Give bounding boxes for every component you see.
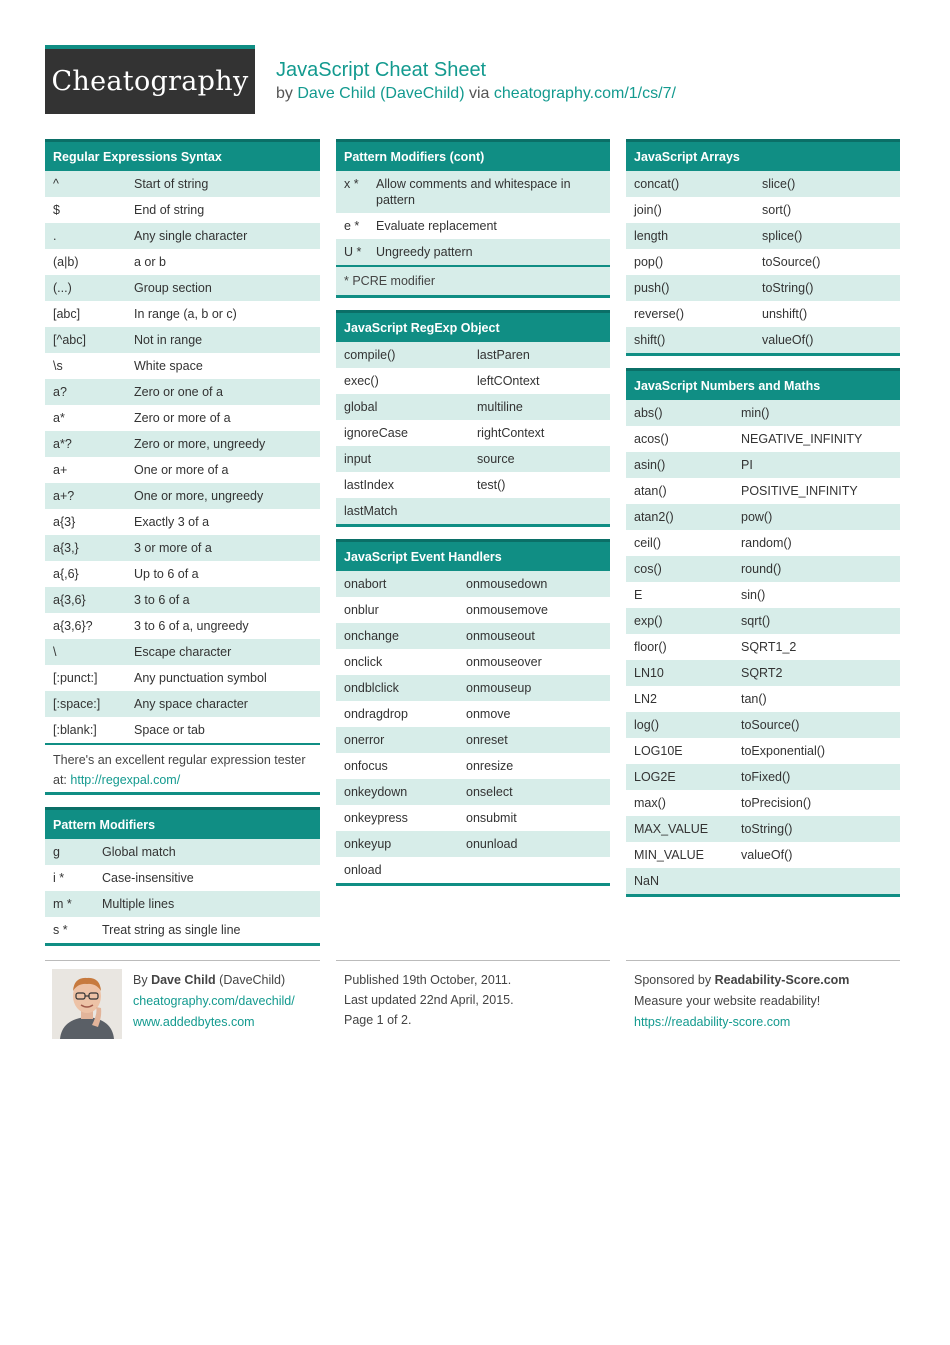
table-row	[45, 405, 320, 431]
table-row	[45, 431, 320, 457]
row-value: onmousemove	[466, 603, 548, 617]
page-title[interactable]: JavaScript Cheat Sheet	[276, 59, 487, 81]
row-key: (...)	[53, 281, 72, 295]
row-key: concat()	[634, 177, 680, 191]
row-value: onmouseover	[466, 655, 542, 669]
row-key: onkeypress	[344, 811, 408, 825]
table-row	[45, 223, 320, 249]
sponsor-text: Measure your website readability!	[634, 994, 821, 1008]
cheatography-logo[interactable]	[45, 45, 255, 114]
table-row	[626, 582, 900, 608]
row-value: End of string	[134, 203, 205, 217]
table-row	[336, 649, 610, 675]
row-value: One or more, ungreedy	[134, 489, 264, 503]
section-title: JavaScript Numbers and Maths	[626, 368, 900, 400]
table-row	[45, 509, 320, 535]
table-row	[626, 556, 900, 582]
row-value: toExponential()	[741, 744, 826, 758]
updated-date: Last updated 22nd April, 2015.	[344, 993, 514, 1007]
published-date: Published 19th October, 2011.	[344, 973, 512, 987]
row-key: a{3,}	[53, 541, 79, 555]
table-row	[626, 686, 900, 712]
row-value: sort()	[762, 203, 792, 217]
table-row	[626, 868, 900, 894]
row-key: onclick	[344, 655, 383, 669]
section-regexp-object	[336, 310, 610, 527]
row-value: onselect	[466, 785, 513, 799]
arrays-rows	[626, 171, 900, 353]
table-row	[45, 717, 320, 743]
table-row	[45, 249, 320, 275]
table-row	[336, 597, 610, 623]
page-subtitle: by Dave Child (DaveChild) via cheatography.com/1/cs/7/	[276, 85, 676, 102]
row-value: onsubmit	[466, 811, 517, 825]
table-row	[45, 171, 320, 197]
row-key: onload	[344, 863, 382, 877]
table-row	[45, 891, 320, 917]
row-value: unshift()	[762, 307, 808, 321]
footer-author: By Dave Child (DaveChild) cheatography.com/davechild/ www.addedbytes.com	[133, 970, 295, 1033]
row-key: [:punct:]	[53, 671, 98, 685]
table-row	[626, 478, 900, 504]
table-row	[626, 634, 900, 660]
row-value: Ungreedy pattern	[376, 245, 473, 259]
row-value: Treat string as single line	[102, 923, 241, 937]
regexpal-link[interactable]: http://regexpal.com/	[70, 773, 181, 787]
row-key: push()	[634, 281, 670, 295]
row-value: multiline	[477, 400, 523, 414]
table-row	[626, 327, 900, 353]
row-key: MAX_VALUE	[634, 822, 709, 836]
table-row	[336, 831, 610, 857]
row-value: 3 to 6 of a, ungreedy	[134, 619, 249, 633]
row-key: MIN_VALUE	[634, 848, 704, 862]
row-value: Escape character	[134, 645, 232, 659]
row-value: Any single character	[134, 229, 248, 243]
section-title: JavaScript Event Handlers	[336, 539, 610, 571]
regex-rows	[45, 171, 320, 743]
footer-publish-info	[344, 970, 514, 1030]
row-key: a{3,6}	[53, 593, 86, 607]
table-row	[336, 857, 610, 883]
section-title: JavaScript RegExp Object	[336, 310, 610, 342]
footer-divider	[626, 960, 900, 961]
row-key: length	[634, 229, 669, 243]
table-row	[626, 301, 900, 327]
row-key: ignoreCase	[344, 426, 408, 440]
table-row	[336, 239, 610, 265]
row-key: onabort	[344, 577, 387, 591]
row-value: a or b	[134, 255, 166, 269]
row-value: source	[477, 452, 515, 466]
row-value: valueOf()	[762, 333, 814, 347]
row-key: a{,6}	[53, 567, 79, 581]
row-key: compile()	[344, 348, 396, 362]
row-key: exec()	[344, 374, 379, 388]
column-1	[45, 139, 320, 958]
table-row	[45, 353, 320, 379]
event-rows	[336, 571, 610, 883]
row-value: In range (a, b or c)	[134, 307, 237, 321]
row-value: splice()	[762, 229, 803, 243]
table-row	[336, 779, 610, 805]
row-key: a+?	[53, 489, 75, 503]
table-row	[626, 452, 900, 478]
row-value: onreset	[466, 733, 508, 747]
table-row	[45, 379, 320, 405]
author-avatar	[52, 969, 122, 1039]
row-key: abs()	[634, 406, 663, 420]
table-row	[336, 675, 610, 701]
table-row	[626, 816, 900, 842]
table-row	[45, 301, 320, 327]
row-key: U *	[344, 245, 362, 259]
row-key: onkeydown	[344, 785, 408, 799]
row-key: a*?	[53, 437, 72, 451]
table-row	[45, 327, 320, 353]
row-value: onmousedown	[466, 577, 548, 591]
row-key: $	[53, 203, 60, 217]
row-key: floor()	[634, 640, 667, 654]
author-name: Dave Child	[151, 973, 216, 987]
table-row	[336, 571, 610, 597]
table-row	[626, 608, 900, 634]
section-regex-syntax	[45, 139, 320, 795]
row-key: asin()	[634, 458, 666, 472]
row-key: \	[53, 645, 57, 659]
row-key: [:blank:]	[53, 723, 97, 737]
row-key: lastMatch	[344, 504, 398, 518]
row-key: atan()	[634, 484, 667, 498]
row-key: ondblclick	[344, 681, 399, 695]
row-value: Exactly 3 of a	[134, 515, 210, 529]
row-value: 3 or more of a	[134, 541, 212, 555]
row-key: ^	[53, 177, 59, 191]
row-value: POSITIVE_INFINITY	[741, 484, 858, 498]
row-value: random()	[741, 536, 792, 550]
row-value: Zero or one of a	[134, 385, 223, 399]
row-key: m *	[53, 897, 72, 911]
table-row	[626, 660, 900, 686]
row-value: Any space character	[134, 697, 248, 711]
row-value: Up to 6 of a	[134, 567, 199, 581]
section-pattern-modifiers	[45, 807, 320, 946]
row-key: cos()	[634, 562, 662, 576]
row-value: Zero or more, ungreedy	[134, 437, 266, 451]
table-row	[626, 738, 900, 764]
table-row	[336, 753, 610, 779]
table-row	[336, 394, 610, 420]
row-value: SQRT1_2	[741, 640, 797, 654]
table-row	[626, 249, 900, 275]
row-key: log()	[634, 718, 660, 732]
row-value: Any punctuation symbol	[134, 671, 267, 685]
row-key: LN2	[634, 692, 657, 706]
table-row	[45, 587, 320, 613]
row-value: onresize	[466, 759, 514, 773]
footer-divider	[336, 960, 610, 961]
table-row	[45, 197, 320, 223]
row-value: onmouseup	[466, 681, 532, 695]
row-key: a{3}	[53, 515, 76, 529]
row-key: a?	[53, 385, 67, 399]
row-value: White space	[134, 359, 203, 373]
row-value: toPrecision()	[741, 796, 812, 810]
author-photo-icon	[52, 969, 122, 1039]
row-value: Space or tab	[134, 723, 205, 737]
row-key: exp()	[634, 614, 663, 628]
author-profile-link[interactable]: cheatography.com/davechild/	[133, 994, 295, 1008]
row-value: Start of string	[134, 177, 209, 191]
row-key: shift()	[634, 333, 666, 347]
section-numbers-maths	[626, 368, 900, 897]
section-arrays	[626, 139, 900, 356]
table-row	[626, 275, 900, 301]
section-title: Regular Expressions Syntax	[45, 139, 320, 171]
table-row	[626, 712, 900, 738]
row-value: valueOf()	[741, 848, 793, 862]
footer-sponsor: Sponsored by Readability-Score.com Measure your website readability! https://readability-score.com	[634, 970, 849, 1033]
row-value: sin()	[741, 588, 766, 602]
row-value: onmouseout	[466, 629, 535, 643]
row-value: Evaluate replacement	[376, 219, 497, 233]
row-value: round()	[741, 562, 782, 576]
table-row	[626, 197, 900, 223]
row-key: a{3,6}?	[53, 619, 93, 633]
section-event-handlers	[336, 539, 610, 886]
row-key: .	[53, 229, 57, 243]
table-row	[336, 727, 610, 753]
row-key: a+	[53, 463, 68, 477]
column-2	[336, 139, 610, 898]
row-value	[466, 862, 602, 878]
table-row	[45, 275, 320, 301]
row-key: s *	[53, 923, 68, 937]
row-key: g	[53, 845, 60, 859]
row-value: tan()	[741, 692, 767, 706]
section-title: JavaScript Arrays	[626, 139, 900, 171]
table-row	[336, 420, 610, 446]
row-value: toString()	[762, 281, 814, 295]
section-title: Pattern Modifiers	[45, 807, 320, 839]
table-row	[626, 426, 900, 452]
row-key: LN10	[634, 666, 664, 680]
table-row	[626, 530, 900, 556]
row-key: onchange	[344, 629, 399, 643]
row-value	[741, 873, 892, 889]
row-key: global	[344, 400, 378, 414]
table-row	[336, 498, 610, 524]
table-row	[45, 865, 320, 891]
row-value: toFixed()	[741, 770, 791, 784]
table-row	[626, 400, 900, 426]
row-key: onblur	[344, 603, 379, 617]
table-row	[336, 472, 610, 498]
row-value: SQRT2	[741, 666, 783, 680]
table-row	[45, 457, 320, 483]
row-key: i *	[53, 871, 65, 885]
row-key: onfocus	[344, 759, 388, 773]
table-row	[626, 764, 900, 790]
row-value: Zero or more of a	[134, 411, 231, 425]
row-key: onkeyup	[344, 837, 392, 851]
footer-divider	[45, 960, 320, 961]
table-row	[336, 342, 610, 368]
table-row	[45, 561, 320, 587]
table-row	[45, 665, 320, 691]
row-key: ondragdrop	[344, 707, 408, 721]
row-key: [^abc]	[53, 333, 86, 347]
row-value: toString()	[741, 822, 793, 836]
row-value: leftCOntext	[477, 374, 540, 388]
row-key: ceil()	[634, 536, 662, 550]
row-value: 3 to 6 of a	[134, 593, 190, 607]
row-key: a*	[53, 411, 65, 425]
row-key: LOG10E	[634, 744, 683, 758]
row-value: Multiple lines	[102, 897, 175, 911]
row-value: Global match	[102, 845, 176, 859]
row-key: [:space:]	[53, 697, 101, 711]
row-key: join()	[634, 203, 662, 217]
author-site-link[interactable]: www.addedbytes.com	[133, 1015, 255, 1029]
table-row	[626, 223, 900, 249]
row-value: toSource()	[741, 718, 800, 732]
table-row	[336, 213, 610, 239]
author-link[interactable]: Dave Child (DaveChild)	[297, 85, 465, 102]
row-value: toSource()	[762, 255, 821, 269]
row-key: [abc]	[53, 307, 81, 321]
section-title: Pattern Modifiers (cont)	[336, 139, 610, 171]
row-key: NaN	[634, 874, 660, 888]
row-key: acos()	[634, 432, 669, 446]
table-row	[336, 171, 610, 213]
row-key: reverse()	[634, 307, 685, 321]
column-3	[626, 139, 900, 909]
table-row	[45, 839, 320, 865]
regex-note: There's an excellent regular expression tester at: http://regexpal.com/	[45, 743, 320, 792]
row-value: One or more of a	[134, 463, 229, 477]
row-value: min()	[741, 406, 770, 420]
row-value: Group section	[134, 281, 212, 295]
table-row	[336, 701, 610, 727]
row-value: pow()	[741, 510, 773, 524]
page-number: Page 1 of 2.	[344, 1013, 412, 1027]
logo-text: Cheatography	[51, 66, 249, 97]
sponsor-name: Readability-Score.com	[714, 973, 850, 987]
table-row	[626, 790, 900, 816]
row-key: input	[344, 452, 372, 466]
row-value: Allow comments and whitespace in pattern	[376, 177, 571, 207]
table-row	[45, 483, 320, 509]
row-key: lastIndex	[344, 478, 395, 492]
row-value: sqrt()	[741, 614, 771, 628]
table-row	[45, 917, 320, 943]
row-key: (a|b)	[53, 255, 79, 269]
row-value: slice()	[762, 177, 796, 191]
table-row	[45, 639, 320, 665]
sheet-url-link[interactable]: cheatography.com/1/cs/7/	[493, 85, 676, 102]
row-key: \s	[53, 359, 63, 373]
row-value: NEGATIVE_INFINITY	[741, 432, 863, 446]
table-row	[336, 805, 610, 831]
row-value: Case-insensitive	[102, 871, 194, 885]
table-row	[626, 842, 900, 868]
row-key: max()	[634, 796, 666, 810]
table-row	[336, 446, 610, 472]
row-key: E	[634, 588, 643, 602]
modifiers-rows	[45, 839, 320, 943]
row-value: onmove	[466, 707, 511, 721]
section-pattern-modifiers-cont	[336, 139, 610, 298]
row-value: Not in range	[134, 333, 203, 347]
modifiers-cont-rows	[336, 171, 610, 265]
table-row	[45, 691, 320, 717]
table-row	[626, 171, 900, 197]
table-row	[336, 368, 610, 394]
row-key: x *	[344, 177, 359, 191]
pcre-note: * PCRE modifier	[336, 265, 610, 295]
row-value: rightContext	[477, 426, 545, 440]
row-value: onunload	[466, 837, 518, 851]
table-row	[336, 623, 610, 649]
table-row	[626, 504, 900, 530]
table-row	[45, 535, 320, 561]
row-value: test()	[477, 478, 506, 492]
regexp-object-rows	[336, 342, 610, 524]
numbers-rows	[626, 400, 900, 894]
row-value: lastParen	[477, 348, 530, 362]
row-key: e *	[344, 219, 360, 233]
table-row	[45, 613, 320, 639]
row-key: LOG2E	[634, 770, 676, 784]
row-value: PI	[741, 458, 753, 472]
row-value	[477, 503, 602, 519]
sponsor-link[interactable]: https://readability-score.com	[634, 1015, 791, 1029]
row-key: pop()	[634, 255, 664, 269]
row-key: onerror	[344, 733, 385, 747]
row-key: atan2()	[634, 510, 674, 524]
